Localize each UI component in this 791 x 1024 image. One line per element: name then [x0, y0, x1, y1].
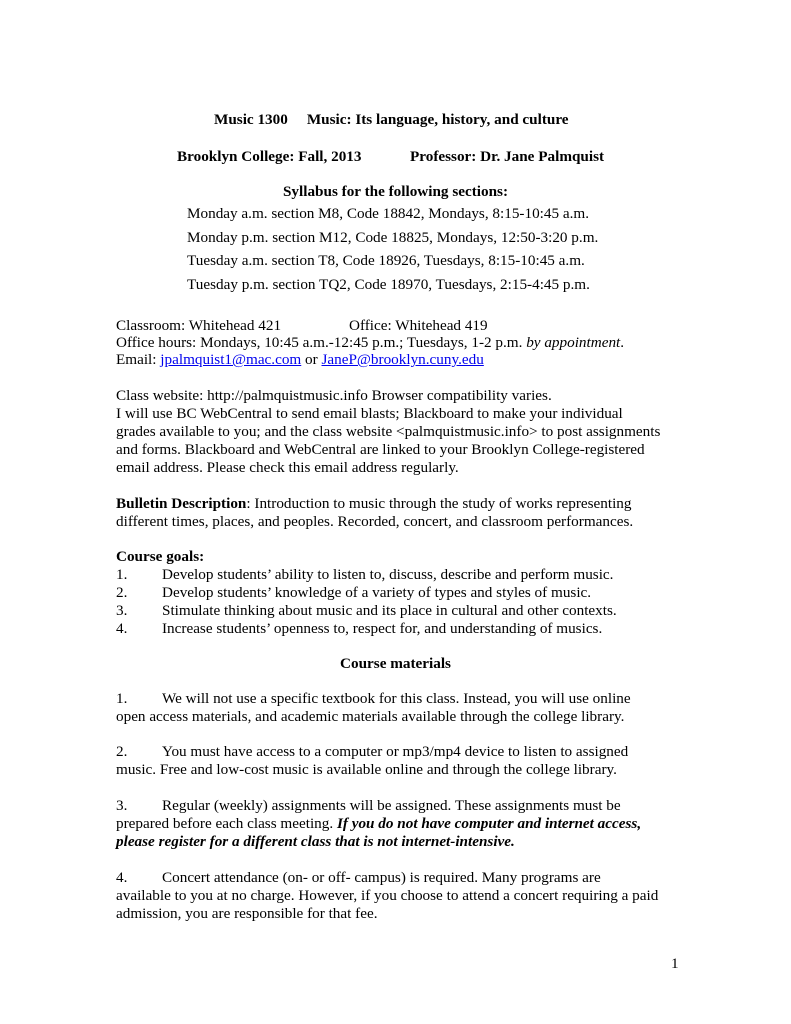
website-line: I will use BC WebCentral to send email blasts; Blackboard to make your individual — [116, 405, 623, 422]
college-term: Brooklyn College: Fall, 2013 — [177, 148, 362, 165]
section-item: Tuesday a.m. section T8, Code 18926, Tuesdays, 8:15-10:45 a.m. — [187, 252, 585, 269]
bulletin-description: Bulletin Description: Introduction to music through the study of works representing — [116, 495, 632, 512]
materials-heading: Course materials — [340, 655, 451, 672]
material-line: prepared before each class meeting. If you do not have computer and internet access, — [116, 815, 642, 832]
page-number: 1 — [671, 955, 679, 972]
email-label: Email: — [116, 351, 161, 368]
website-line: email address. Please check this email address regularly. — [116, 459, 459, 476]
course-name: Music: Its language, history, and culture — [306, 111, 569, 128]
syllabus-page: Music 1300 Music: Its language, history, and culture Brooklyn College: Fall, 2013 Professor: Dr. Jane Palmquist Syllabus for the following sections: Monday a.m. section M8, Code 18842, Mondays, 8:15-10:45 a.m. Monday p.m. section M12, Code 18825, Mondays, 12:50-3:20 p.m. Tuesday a.m. section T8, Code 18926, Tuesdays, 8:15-10:45 a.m. Tuesday p.m. section TQ2, Code 18970, Tuesdays, 2:15-4:45 p.m. Classroom: Whitehead 421 Office: Whitehead 419 Office hours: Mondays, 10:45 a.m.-12:45 p.m.; Tuesdays, 1-2 p.m. by appointment. Email: jpalmquist1@mac.com or JaneP@brooklyn.cuny.edu Class website: http://palmquistmusic.info Browser compatibility varies. I will use BC WebCentral to send email blasts; Blackboard to make your individual grades available to you; and the class website <palmquistmusic.info> to post assignments and forms. Blackboard and WebCentral are linked to your Brooklyn College-registered email address. Please check this email address regularly. Bulletin Description: Introduction to music through the study of works representing different times, places, and peoples. Recorded, concert, and classroom performances. Course goals: 1. Develop students’ ability to listen to, discuss, describe and perform music. 2. Develop students’ knowledge of a variety of types and styles of music. 3. Stimulate thinking about music and its place in cultural and other contexts. 4. Increase students’ openness to, respect for, and understanding of musics. Course materials 1. We will not use a specific textbook for this class. Instead, you will use online open access materials, and academic materials available through the college library. 2. You must have access to a computer or mp3/mp4 device to listen to assigned music. Free and low-cost music is available online and through the college library. 3. Regular (weekly) assignments will be assigned. These assignments must be prepared before each class meeting. If you do not have computer and internet access, please register for a different class that is not internet-intensive. 4. Concert attendance (on- or off- campus) is required. Many programs are available to you at no charge. However, if you choose to attend a concert requiring a paid admission, you are responsible for that fee. 1 — [0, 0, 791, 1024]
material-line: music. Free and low-cost music is available online and through the college library. — [116, 761, 617, 778]
material-line: please register for a different class that is not internet-intensive. — [116, 833, 515, 850]
bulletin-label: Bulletin Description — [116, 495, 247, 512]
email-line: Email: jpalmquist1@mac.com or JaneP@brooklyn.cuny.edu — [116, 351, 484, 368]
section-item: Tuesday p.m. section TQ2, Code 18970, Tuesdays, 2:15-4:45 p.m. — [187, 276, 590, 293]
website-line: and forms. Blackboard and WebCentral are linked to your Brooklyn College-registered — [116, 441, 645, 458]
email-link-mac[interactable]: jpalmquist1@mac.com — [160, 351, 302, 368]
professor-name: Professor: Dr. Jane Palmquist — [410, 148, 605, 165]
section-item: Monday p.m. section M12, Code 18825, Mondays, 12:50-3:20 p.m. — [187, 229, 599, 246]
syllabus-heading: Syllabus for the following sections: — [282, 183, 509, 200]
material-line: available to you at no charge. However, if you choose to attend a concert requiring a paid — [116, 887, 659, 904]
office-hours: Office hours: Mondays, 10:45 a.m.-12:45 p.m.; Tuesdays, 1-2 p.m. by appointment. — [116, 334, 625, 351]
goals-heading: Course goals: — [116, 548, 205, 565]
bulletin-line: different times, places, and peoples. Recorded, concert, and classroom performances. — [116, 513, 634, 530]
classroom-info: Classroom: Whitehead 421 — [116, 317, 282, 334]
website-line: Class website: http://palmquistmusic.info Browser compatibility varies. — [116, 387, 552, 404]
material-line: admission, you are responsible for that fee. — [116, 905, 378, 922]
email-link-brooklyn[interactable]: JaneP@brooklyn.cuny.edu — [321, 351, 484, 368]
material-line: open access materials, and academic materials available through the college library. — [116, 708, 625, 725]
section-item: Monday a.m. section M8, Code 18842, Mondays, 8:15-10:45 a.m. — [187, 205, 590, 222]
office-info: Office: Whitehead 419 — [349, 317, 488, 334]
website-line: grades available to you; and the class website <palmquistmusic.info> to post assignments — [116, 423, 661, 440]
course-title — [214, 111, 569, 129]
course-code: Music 1300 — [214, 111, 288, 128]
